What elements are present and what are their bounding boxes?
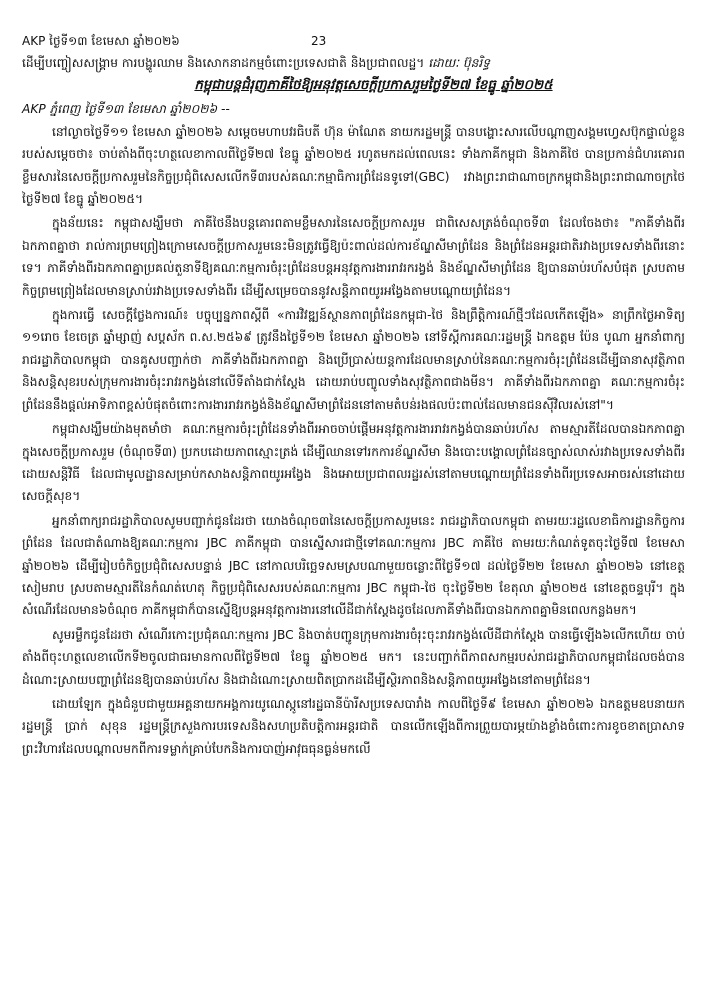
intro-line bbox=[22, 52, 685, 74]
article-paragraph-3: ក្នុងការធ្វើ សេចក្ដីថ្លែងការណ៍៖ បច្ចុប្បន្នភាពស្ដីពី «ការវិវឌ្ឍន៍ស្ថានភាពព្រំដែនកម្ពុជា-ថៃ និងព្រឹត្តិការណ៍ថ្មីៗដែលកើតឡើង» នាព្រឹកថ្ងៃអាទិត្យ ១១រោច ខែចេត្រ ឆ្នាំម្សាញ់ សប្តស័ក ព.ស.២៥៦៩ ត្រូវនឹងថ្ងៃទី១២ ខែមេសា ឆ្នាំ២០២៦ នៅទីស្ដីការគណៈរដ្ឋមន្ត្រី ឯកឧត្តម ប៉ែន បូណា អ្នកនាំពាក្យរាជរដ្ឋាភិបាលកម្ពុជា បានគូសបញ្ជាក់ថា ភាគីទាំងពីរឯកភាពគ្នា និងប្រើប្រាស់យន្តការដែលមានស្រាប់នៃគណៈកម្មការចំរុះព្រំដែនដើម្បីធានាសុវត្ថិភាព និងសន្តិសុខរបស់ក្រុមការងារចំរុះរាវរកង្វង់នៅលើទីតាំងជាក់ស្តែង ដោយរាប់បញ្ចូលទាំងសុវត្ថិភាពជាងមីន។ ភាគីទាំងពីរឯកភាពគ្នា គណៈកម្មការចំរុះព្រំដែននឹងផ្តល់អាទិភាពខ្ពស់បំផុតចំពោះការងាររាវរកង្វង់និងខ័ណ្ឌសីមាព្រំដែននៅតាមតំបន់រងផលប៉ះពាល់ដែលមានជនស៊ីវិលរស់នៅ"។ bbox=[22, 308, 685, 412]
article-paragraph-1: នៅល្ងាចថ្ងៃទី១១ ខែមេសា ឆ្នាំ២០២៦ សម្តេចមហាបវរធិបតី ហ៊ុន ម៉ាណែត នាយករដ្ឋមន្ត្រី បានបង្ហោះសារលើបណ្ដាញសង្គមហ្វេសប៊ុកផ្ទាល់ខ្លួនរបស់សម្ដេចថា៖ ចាប់តាំងពីចុះហត្ថលេខាកាលពីថ្ងៃទី២៧ ខែធ្នូ ឆ្នាំ២០២៥ រហូតមកដល់ពេលនេះ ទាំងភាគីកម្ពុជា និងភាគីថៃ បានប្រកាន់ជំហរគោរពខ្លឹមសារនៃសេចក្តីប្រកាសរួមនៃកិច្ចប្រជុំពិសេសលើកទី៣របស់គណៈកម្មាធិការព្រំដែនទូទៅ(GBC) រវាងព្រះរាជាណាចក្រកម្ពុជានិងព្រះរាជាណាចក្រថៃ ថ្ងៃទី២៧ ខែធ្នូ ឆ្នាំ២០២៥។ bbox=[22, 124, 685, 207]
article-paragraph-6: សូមរម្លឹកជូនដែរថា សំណើរកោះប្រជុំគណៈកម្មការ JBC និងចាត់បញ្ជូនក្រុមការងារចំរុះចុះរាវរកង្វង់លើដីជាក់ស្តែង បានធ្វើឡើង៦លើកហើយ ចាប់តាំងពីចុះហត្ថលេខាលើកទី២ចូលជាធរមានកាលពីថ្ងៃទី២៧ ខែធ្នូ ឆ្នាំ២០២៥ មក។ នេះបញ្ជាក់ពីភាពសកម្មរបស់រាជរដ្ឋាភិបាលកម្ពុជាដែលចង់បានដំណោះស្រាយបញ្ហាព្រំដែនឱ្យបានឆាប់រហ័ស និងជាដំណោះស្រាយពិតប្រាកដដើម្បីស្ថិរភាពនិងសន្តិភាពយូរអង្វែងនៅតាមព្រំដែន។ bbox=[22, 627, 685, 687]
page-header bbox=[22, 30, 685, 52]
article-headline: កម្ពុជាបន្តជំរុញភាគីថៃឱ្យអនុវត្តសេចក្តីប្រកាសរួមថ្ងៃទី២៧ ខែធ្នូ ឆ្នាំ២០២៥ bbox=[194, 78, 553, 94]
byline: ដោយៈ ប៊ុនរិទ្ធ bbox=[428, 56, 490, 70]
header-source-date: AKP ថ្ងៃទី១៣ ខែមេសា ឆ្នាំ២០២៦ bbox=[22, 34, 180, 48]
article-paragraph-5: អ្នកនាំពាក្យរាជរដ្ឋាភិបាលសូមបញ្ជាក់ជូនដែរថា យោងចំណុច៣នៃសេចក្តីប្រកាសរួមនេះ រាជរដ្ឋាភិបាលកម្ពុជា តាមរយៈរដ្ឋលេខាធិការដ្ឋានកិច្ចការព្រំដែន ដែលជាតំណាងឱ្យគណៈកម្មការ JBC ភាគីកម្ពុជា បានស្នើសារជាថ្មីទៅគណៈកម្មការ JBC ភាគីថៃ តាមរយៈកំណត់ទូតចុះថ្ងៃទី៧ ខែមេសា ឆ្នាំ២០២៦ ដើម្បីរៀបចំកិច្ចប្រជុំពិសេសបន្ទាន់ JBC នៅកាលបរិច្ឆេទសមស្របណាមួយចន្លោះពីថ្ងៃទី១៧ ដល់ថ្ងៃទី២២ ខែមេសា ឆ្នាំ២០២៦ នៅខេត្តសៀមរាប ស្របតាមស្មារតីនៃកំណត់ហេតុ កិច្ចប្រជុំពិសេសរបស់គណៈកម្មការ JBC កម្ពុជា-ថៃ ចុះថ្ងៃទី២២ ខែតុលា ឆ្នាំ២០២៥ នៅខេត្តចន្ទបុរី។ ក្នុងសំណើរដែលមាន៦ចំណុច ភាគីកម្ពុជាក៏បានស្នើឱ្យបន្តអនុវត្តការងារនៅលើដីជាក់ស្តែងដូចដែលភាគីទាំងពីរបានឯកភាពគ្នាមិនពេលកន្លងមក។ bbox=[22, 513, 685, 618]
article-paragraph-7: ដោយឡែក ក្នុងជំនួបជាមួយអគ្គនាយកអង្គការយូណេស្កូនៅរដ្ឋធានីប៉ារីសប្រទេសបារាំង កាលពីថ្ងៃទី៩ ខែមេសា ឆ្នាំ២០២៦ ឯកឧត្តមឧបនាយករដ្ឋមន្ត្រី ប្រាក់ សុខុន រដ្ឋមន្ត្រីក្រសួងការបរទេសនិងសហប្រតិបត្តិការអន្តរជាតិ បានលើកឡើងពីការព្រួយបារម្ភយ៉ាងខ្លាំងចំពោះការខូចខាតប្រាសាទព្រះវិហារដែលបណ្ដាលមកពីការទម្លាក់គ្រាប់បែកនិងការបាញ់អាវុធធុនធ្ងន់មកលើ bbox=[22, 696, 685, 756]
article-paragraph-4: កម្ពុជាសង្ឃឹមយ៉ាងមុតមាំថា គណៈកម្មការចំរុះព្រំដែនទាំងពីរអាចចាប់ផ្ដើមអនុវត្តការងាររាវរកង្វង់បានឆាប់រហ័ស តាមស្មារតីដែលបានឯកភាពគ្នាក្នុងសេចក្ដីប្រកាសរួម (ចំណុចទី៣) ប្រកបដោយភាពស្មោះត្រង់ ដើម្បីឈានទៅរកការខ័ណ្ឌសីមា និងបោះបង្គោលព្រំដែនច្បាស់លាស់រវាងប្រទេសទាំងពីរដោយសន្តិវិធី ដែលជាមូលដ្ឋានសម្រាប់កសាងសន្តិភាពយូរអង្វែង និងអោយប្រជាពលរដ្ឋរស់នៅតាមបណ្ដោយព្រំដែនទាំងពីរប្រទេសអាចរស់នៅដោយសេចក្តីសុខ។ bbox=[22, 422, 685, 504]
page-number: 23 bbox=[311, 34, 327, 48]
article-paragraph-2: ក្នុងន័យនេះ កម្ពុជាសង្ឃឹមថា ភាគីថៃនឹងបន្តគោរពតាមខ្លឹមសារនៃសេចក្តីប្រកាសរួម ជាពិសេសត្រង់ចំណុចទី៣ ដែលចែងថា៖ "ភាគីទាំងពីរឯកភាពគ្នាថា រាល់ការព្រមព្រៀងក្រោមសេចក្តីប្រកាសរួមនេះមិនត្រូវធ្វើឱ្យប៉ះពាល់ដល់ការខ័ណ្ឌសីមាព្រំដែន និងព្រំដែនអន្តរជាតិរវាងប្រទេសទាំងពីរនោះទេ។ ភាគីទាំងពីរឯកភាពគ្នាប្រគល់តួនាទីឱ្យគណៈកម្មការចំរុះព្រំដែនបន្តអនុវត្តការងាររាវរករង្វង់ និងខ័ណ្ឌសីមាព្រំដែន ឱ្យបានឆាប់រហ័សបំផុត ស្របតាមកិច្ចព្រមព្រៀងដែលមានស្រាប់រវាងប្រទេសទាំងពីរ ដើម្បីសម្រេចបាននូវសន្តិភាពយូរអង្វែងតាមបណ្ដោយព្រំដែន។ bbox=[22, 216, 685, 298]
intro-text: ដើម្បីបញ្ចៀសសង្គ្រាម ការបង្ហូរឈាម និងសោកនាដកម្មចំពោះប្រទេសជាតិ និងប្រជាពលដ្ឋ។ bbox=[22, 56, 425, 70]
article-dateline: AKP ភ្នំពេញ ថ្ងៃទី១៣ ខែមេសា ឆ្នាំ២០២៦ -- bbox=[22, 102, 230, 117]
